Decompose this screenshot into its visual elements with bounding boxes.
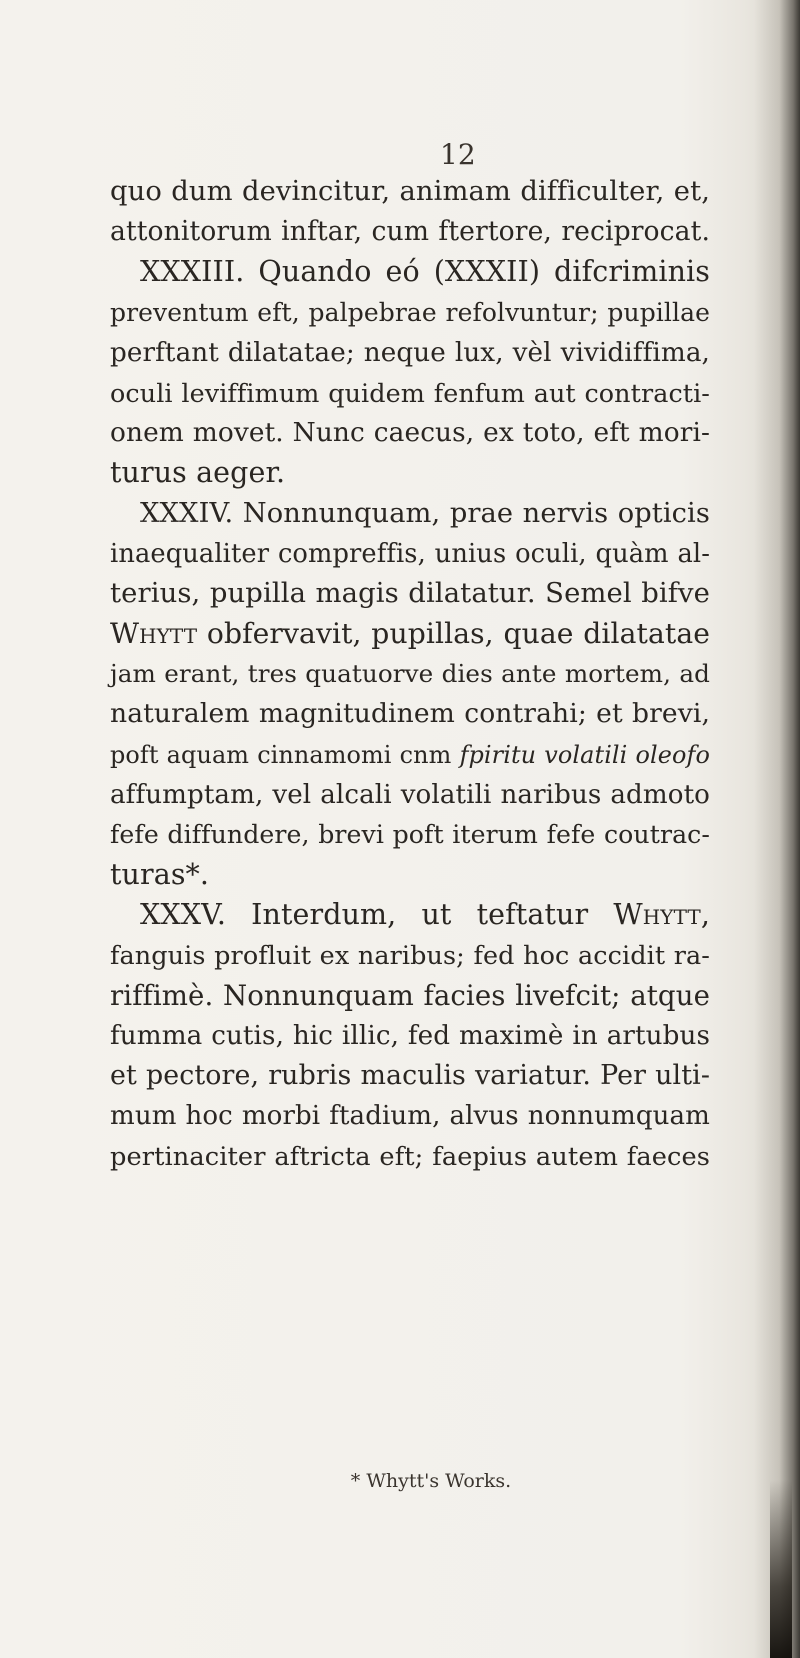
text-line (110, 976, 710, 1016)
text-line (110, 855, 710, 895)
text-line (110, 1137, 710, 1177)
text-segment: mum hoc morbi ftadium, alvus nonnumquam (110, 1101, 710, 1132)
text-line (110, 654, 710, 694)
text-segment: XXXIV. Nonnunquam, prae nervis opticis (140, 497, 710, 529)
text-line (110, 1056, 710, 1096)
text-segment: obfervavit, pupillas, quae dilatatae (197, 617, 710, 651)
text-line (110, 252, 710, 292)
text-line (110, 1016, 710, 1056)
page-edge-shadow (754, 0, 800, 1658)
page-number: 12 (440, 138, 476, 171)
text-segment: fpiritu volatili oleofo (459, 740, 710, 769)
text-line (110, 453, 710, 493)
text-line (110, 1096, 710, 1136)
text-line (110, 574, 710, 614)
text-segment: riffimè. Nonnunquam facies livefcit; atque (110, 978, 710, 1012)
text-segment: terius, pupilla magis dilatatur. Semel bifve (110, 577, 710, 609)
text-segment: pertinaciter aftricta eft; faepius autem faeces (110, 1141, 710, 1172)
text-line (110, 735, 710, 775)
text-line (110, 815, 710, 855)
footnote: * Whytt's Works. (350, 1470, 512, 1492)
text-segment: fumma cutis, hic illic, fed maximè in artubus (110, 1020, 710, 1051)
text-line (110, 212, 710, 252)
text-line (110, 936, 710, 976)
text-segment: oculi leviffimum quidem fenfum aut contracti- (110, 377, 710, 408)
text-line (110, 413, 710, 453)
text-line (110, 373, 710, 413)
text-line (110, 293, 710, 333)
text-segment: onem movet. Nunc caecus, ex toto, eft mori- (110, 418, 710, 449)
text-segment: attonitorum inftar, cum ftertore, reciprocat. (110, 216, 710, 248)
text-line (110, 775, 710, 815)
text-segment: fefe diffundere, brevi poft iterum fefe coutrac- (110, 820, 710, 849)
text-segment: XXXIII. Quando eó (XXXII) difcriminis (140, 255, 710, 289)
text-segment: fanguis profluit ex naribus; fed hoc accidit ra- (110, 940, 710, 971)
text-segment: Whytt (613, 898, 701, 932)
body-text (110, 172, 710, 1177)
text-line (110, 694, 710, 734)
text-segment: poft aquam cinnamomi cnm (110, 740, 460, 769)
text-segment: perftant dilatatae; neque lux, vèl vividiffima, (110, 337, 710, 368)
text-line (110, 895, 710, 935)
text-segment: XXXV. Interdum, ut teftatur (140, 898, 614, 932)
text-segment: , (700, 898, 710, 932)
text-line (110, 333, 710, 373)
text-segment: turus aeger. (110, 456, 286, 490)
text-segment: jam erant, tres quatuorve dies ante mortem, ad (110, 659, 710, 689)
text-segment: inaequaliter compreffis, unius oculi, quàm al- (110, 538, 710, 569)
page-edge-dark-corner (770, 1480, 792, 1658)
text-line (110, 614, 710, 654)
text-line (110, 534, 710, 574)
text-line (110, 494, 710, 534)
text-segment: turas*. (110, 858, 210, 892)
text-segment: et pectore, rubris maculis variatur. Per ulti- (110, 1060, 710, 1092)
text-segment: quo dum devincitur, animam difficulter, et, (110, 176, 710, 207)
text-segment: Whytt (110, 617, 198, 651)
text-segment: preventum eft, palpebrae refolvuntur; pupillae (110, 297, 710, 327)
text-segment: naturalem magnitudinem contrahi; et brevi, (110, 698, 710, 730)
text-segment: affumptam, vel alcali volatili naribus admoto (110, 779, 710, 810)
text-line (110, 172, 710, 212)
